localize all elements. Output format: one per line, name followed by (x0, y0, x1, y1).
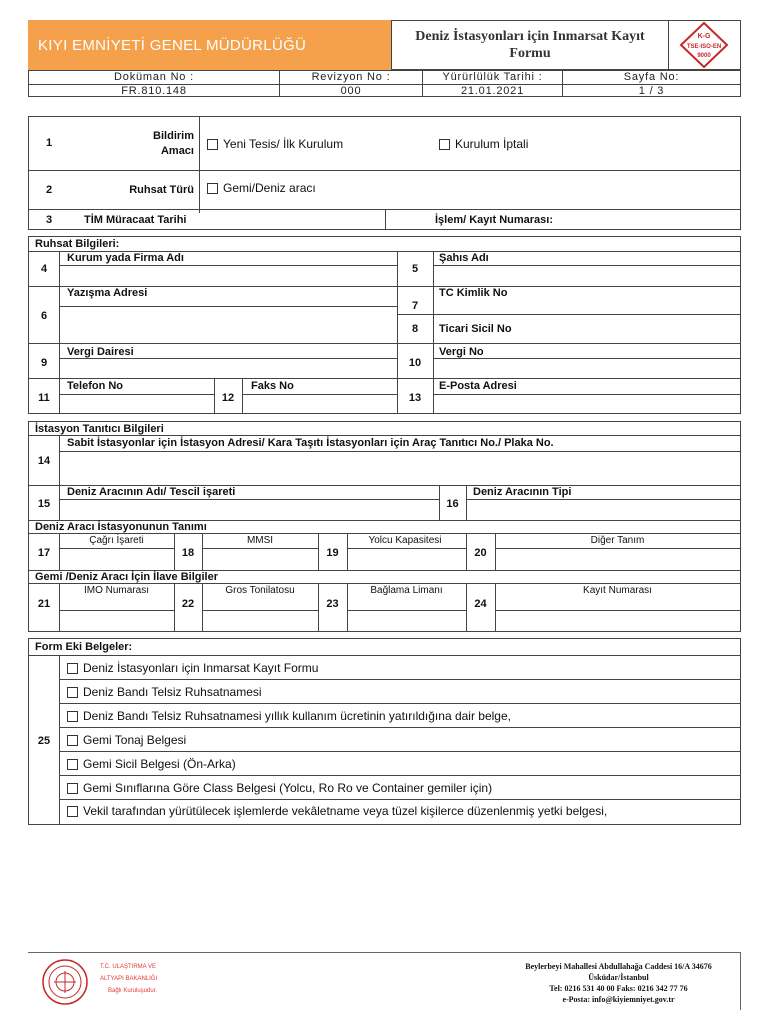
checkbox-kurulum-iptali[interactable] (433, 132, 528, 156)
vergi-no-input[interactable] (434, 359, 740, 377)
footer (28, 952, 741, 1010)
meta-date-value: 21.01.2021 (423, 84, 562, 97)
f14-num: 14 (37, 455, 51, 467)
f19-num: 19 (326, 547, 339, 559)
cagri-isareti-input[interactable] (60, 549, 174, 569)
ek-item-2[interactable] (61, 680, 262, 704)
vergi-dairesi-input[interactable] (60, 359, 397, 377)
tse-logo-box (668, 20, 741, 70)
address-line-4: e-Posta: info@kiyiemniyet.gov.tr (562, 995, 675, 1004)
ek-item-label: Gemi Tonaj Belgesi (83, 733, 187, 747)
ruhsat-title: Ruhsat Bilgileri: (35, 238, 120, 250)
kurulum-iptali-label: Kurulum İptali (455, 137, 529, 151)
checkbox-icon (67, 759, 78, 770)
checkbox-icon (67, 735, 78, 746)
logo-line-2: TSE-ISO-EN (686, 44, 722, 50)
meta-date-label: Yürürlülük Tarihi : (442, 71, 543, 83)
section-bildirim (28, 116, 741, 230)
sahis-adi-label: Şahıs Adı (439, 252, 489, 264)
cagri-isareti-label: Çağrı İşareti (89, 535, 144, 546)
firma-adi-label: Kurum yada Firma Adı (67, 252, 184, 264)
ticari-sicil-label: Ticari Sicil No (439, 323, 512, 335)
address-line-3: Tel: 0216 531 40 00 Faks: 0216 342 77 76 (549, 984, 688, 993)
firma-adi-input[interactable] (60, 266, 397, 285)
meta-page-label: Sayfa No: (623, 71, 680, 83)
ek-item-6[interactable] (61, 776, 492, 800)
eposta-input[interactable] (434, 395, 740, 413)
row-2-num: 2 (45, 184, 53, 196)
istasyon-adresi-label: Sabit İstasyonlar için İstasyon Adresi/ Kara Taşıtı İstasyonları için Araç Tanıtıcı No./ Plaka No. (67, 437, 554, 449)
vergi-no-label: Vergi No (439, 346, 484, 358)
checkbox-icon (439, 139, 450, 150)
faks-label: Faks No (251, 380, 294, 392)
mmsi-input[interactable] (203, 549, 318, 569)
kayit-numarasi-input[interactable] (496, 611, 740, 631)
form-title: Deniz İstasyonları için Inmarsat Kayıt Formu (391, 20, 669, 70)
sahis-adi-input[interactable] (434, 266, 740, 285)
faks-input[interactable] (243, 395, 397, 413)
ek-item-label: Gemi Sicil Belgesi (Ön-Arka) (83, 757, 236, 771)
meta-rev (279, 71, 422, 96)
f11-num: 11 (38, 392, 50, 404)
f8-num: 8 (411, 323, 419, 335)
f6-num: 6 (40, 310, 48, 322)
yeni-tesis-label: Yeni Tesis/ İlk Kurulum (223, 137, 344, 151)
f7-num: 7 (411, 300, 419, 312)
f22-num: 22 (181, 598, 195, 610)
meta-doc-label: Doküman No : (114, 71, 194, 83)
f16-num: 16 (446, 498, 459, 510)
checkbox-yeni-tesis[interactable] (201, 132, 343, 156)
section-istasyon (28, 421, 741, 632)
ek-item-5[interactable] (61, 752, 236, 776)
yolcu-kapasitesi-label: Yolcu Kapasitesi (368, 535, 442, 546)
f9-num: 9 (40, 357, 48, 369)
tim-tarihi-label: TİM Müracaat Tarihi (84, 214, 187, 226)
f15-num: 15 (37, 498, 51, 510)
ilave-title: Gemi /Deniz Aracı İçin İlave Bilgiler (35, 571, 218, 583)
vergi-dairesi-label: Vergi Dairesi (67, 346, 134, 358)
footer-address (498, 961, 739, 1005)
ministry-line-2: ALTYAPI BAKANLIĞI (100, 976, 158, 982)
deniz-araci-adi-label: Deniz Aracının Adı/ Tescil işareti (67, 486, 236, 498)
address-line-1: Beylerbeyi Mahallesi Abdullahağa Caddesi 16/A 34676 (525, 962, 712, 971)
kayit-numarasi-label: İşlem/ Kayıt Numarası: (435, 214, 553, 226)
f10-num: 10 (408, 357, 422, 369)
imo-input[interactable] (60, 611, 174, 631)
gros-tonilato-label: Gros Tonilatosu (225, 585, 295, 596)
deniz-araci-adi-input[interactable] (60, 500, 439, 519)
section-ruhsat (28, 236, 741, 414)
meta-table (28, 70, 741, 97)
logo-line-3: 9000 (697, 53, 711, 59)
meta-doc (29, 71, 279, 96)
f25-num: 25 (37, 735, 51, 747)
ministry-line-1: T.C. ULAŞTIRMA VE (100, 964, 157, 970)
meta-rev-value: 000 (280, 84, 422, 97)
ek-item-label: Deniz İstasyonları için Inmarsat Kayıt Formu (83, 661, 319, 675)
f5-num: 5 (411, 263, 419, 275)
checkbox-icon (207, 139, 218, 150)
tse-logo-icon (669, 21, 740, 69)
checkbox-icon (67, 711, 78, 722)
ministry-line-3: Bağlı Kuruluşudur. (108, 988, 158, 994)
ruhsat-turu-label: Ruhsat Türü (129, 184, 194, 196)
ek-item-4[interactable] (61, 728, 186, 752)
f20-num: 20 (474, 547, 487, 559)
ministry-text (100, 961, 157, 997)
meta-page (562, 71, 740, 96)
ek-item-label: Deniz Bandı Telsiz Ruhsatnamesi yıllık kullanım ücretinin yatırıldığına dair belge, (83, 709, 511, 723)
baglama-limani-input[interactable] (348, 611, 466, 631)
section-ekler (28, 638, 741, 825)
row-3-num: 3 (45, 214, 53, 226)
deniz-araci-tipi-label: Deniz Aracının Tipi (473, 486, 572, 498)
gemi-deniz-label: Gemi/Deniz aracı (223, 181, 316, 195)
f17-num: 17 (37, 547, 51, 559)
meta-page-value: 1 / 3 (563, 84, 740, 97)
ek-item-label: Deniz Bandı Telsiz Ruhsatnamesi (83, 685, 262, 699)
telefon-label: Telefon No (67, 380, 124, 392)
diger-tanim-label: Diğer Tanım (590, 535, 645, 546)
logo-line-1: K-G (697, 33, 711, 40)
tanim-title: Deniz Aracı İstasyonunun Tanımı (35, 521, 207, 533)
meta-date (422, 71, 562, 96)
ek-item-7[interactable] (61, 799, 607, 823)
meta-rev-label: Revizyon No : (311, 71, 391, 83)
row-1-num: 1 (45, 137, 53, 149)
yazisma-adresi-input[interactable] (60, 307, 397, 342)
f13-num: 13 (408, 392, 422, 404)
diger-tanim-input[interactable] (496, 549, 740, 569)
meta-doc-value: FR.810.148 (29, 84, 279, 97)
f24-num: 24 (474, 598, 487, 610)
mmsi-label: MMSI (246, 535, 274, 546)
checkbox-icon (67, 806, 78, 817)
checkbox-icon (67, 687, 78, 698)
istasyon-adresi-input[interactable] (60, 452, 740, 484)
gros-tonilato-input[interactable] (203, 611, 318, 631)
ekler-title: Form Eki Belgeler: (35, 641, 133, 653)
kayit-numarasi-label-24: Kayıt Numarası (583, 585, 652, 596)
imo-label: IMO Numarası (83, 585, 149, 596)
f21-num: 21 (37, 598, 51, 610)
checkbox-icon (67, 663, 78, 674)
f23-num: 23 (326, 598, 339, 610)
checkbox-icon (207, 183, 218, 194)
tc-kimlik-label: TC Kimlik No (439, 287, 508, 299)
eposta-label: E-Posta Adresi (439, 380, 517, 392)
checkbox-icon (67, 783, 78, 794)
checkbox-gemi-deniz[interactable] (201, 176, 316, 200)
istasyon-title: İstasyon Tanıtıcı Bilgileri (35, 423, 164, 435)
telefon-input[interactable] (60, 395, 214, 413)
baglama-limani-label: Bağlama Limanı (370, 585, 443, 596)
ek-item-3[interactable] (61, 704, 511, 728)
f18-num: 18 (181, 547, 195, 559)
ek-item-label: Gemi Sınıflarına Göre Class Belgesi (Yolcu, Ro Ro ve Container gemiler için) (83, 781, 493, 795)
yolcu-kapasitesi-input[interactable] (348, 549, 466, 569)
yazisma-adresi-label: Yazışma Adresi (67, 287, 148, 299)
deniz-araci-tipi-input[interactable] (467, 500, 740, 519)
ek-item-label: Vekil tarafından yürütülecek işlemlerde vekâletname veya tüzel kişilerce düzenlenmiş yetki belgesi, (83, 804, 608, 818)
address-line-2: Üsküdar/İstanbul (588, 973, 649, 982)
bildirim-amaci-label: Bildirim Amacı (153, 130, 194, 157)
f12-num: 12 (221, 392, 235, 404)
ek-item-1[interactable] (61, 656, 318, 680)
f4-num: 4 (40, 263, 48, 275)
ministry-seal-icon (40, 957, 90, 1007)
org-name-banner: KIYI EMNİYETİ GENEL MÜDÜRLÜĞÜ (28, 20, 392, 70)
